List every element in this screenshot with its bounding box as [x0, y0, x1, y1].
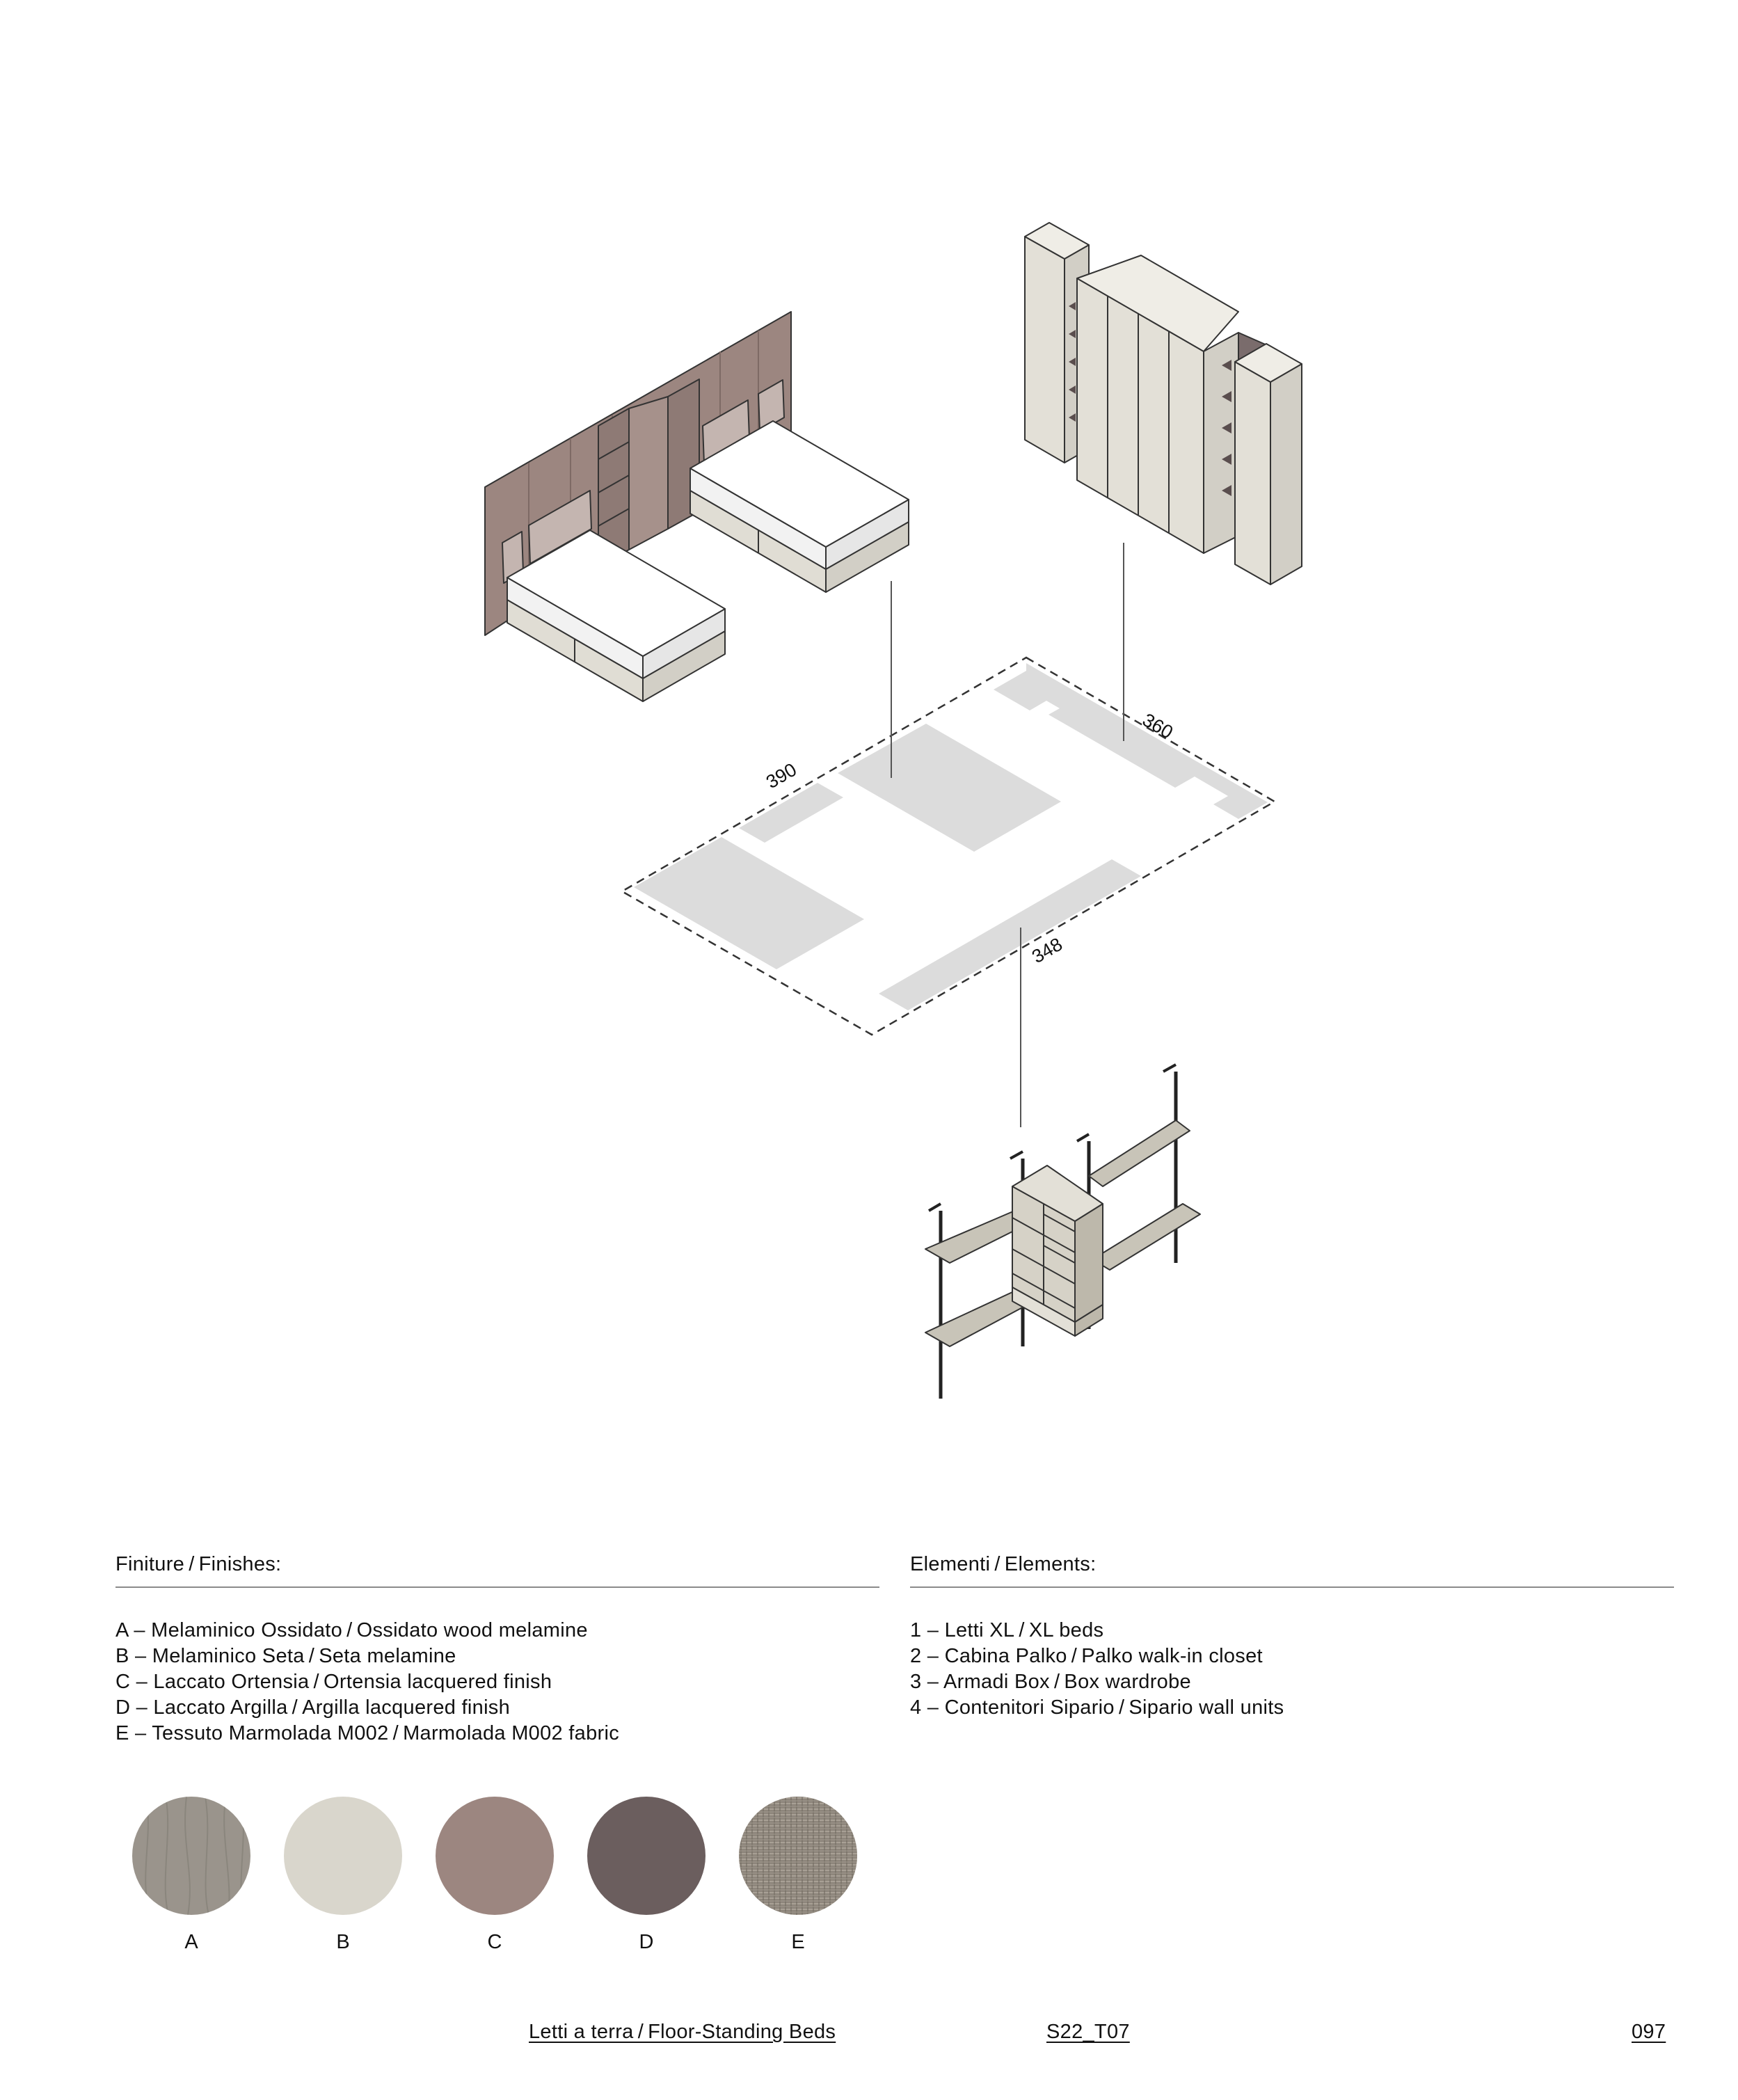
- wall-shelf: [1092, 1204, 1200, 1270]
- floor-footprint-left-bed: [634, 837, 864, 969]
- finishes-divider: [115, 1586, 879, 1588]
- element-item: 3 – Armadi Box / Box wardrobe: [910, 1671, 1191, 1693]
- beds-illustration: [485, 312, 909, 701]
- elements-divider: [910, 1586, 1674, 1588]
- swatch-label: B: [336, 1931, 350, 1953]
- floor-footprint-right-bed: [838, 724, 1061, 852]
- elements-title: Elementi / Elements:: [910, 1553, 1097, 1575]
- footer-page-number[interactable]: 097: [1632, 2021, 1666, 2043]
- wardrobe-illustration: [1025, 223, 1302, 584]
- finish-item: A – Melaminico Ossidato / Ossidato wood melamine: [115, 1619, 588, 1641]
- element-item: 2 – Cabina Palko / Palko walk-in closet: [910, 1645, 1263, 1667]
- wall-units-illustration: [925, 1065, 1200, 1399]
- finishes-title: Finiture / Finishes:: [115, 1553, 282, 1575]
- leader-lines: [891, 543, 1124, 1127]
- element-item: 4 – Contenitori Sipario / Sipario wall units: [910, 1696, 1284, 1719]
- swatch-label: D: [639, 1931, 654, 1953]
- swatch-label: A: [184, 1931, 198, 1953]
- swatch-a: [132, 1797, 250, 1915]
- swatch-b: [284, 1797, 402, 1915]
- finish-item: E – Tessuto Marmolada M002 / Marmolada M002 fabric: [115, 1722, 620, 1744]
- wardrobe-tall-unit: [1235, 362, 1270, 584]
- swatch-label: E: [791, 1931, 805, 1953]
- finish-item: C – Laccato Ortensia / Ortensia lacquered finish: [115, 1671, 552, 1693]
- swatch-d: [587, 1797, 705, 1915]
- dimension-depth-label: 360: [1139, 709, 1177, 743]
- wardrobe-tall-unit: [1025, 237, 1065, 463]
- finishes-list: [115, 1618, 619, 1747]
- dimension-side-label: 348: [1028, 933, 1067, 968]
- footer-code-link[interactable]: S22_T07: [1046, 2021, 1130, 2043]
- elements-list: [910, 1618, 1284, 1721]
- finish-item: B – Melaminico Seta / Seta melamine: [115, 1645, 456, 1667]
- swatch-label: C: [487, 1931, 502, 1953]
- swatch-c: [436, 1797, 554, 1915]
- dimension-width-label: 390: [763, 758, 801, 793]
- floor-plan: [622, 658, 1275, 1035]
- element-item: 1 – Letti XL / XL beds: [910, 1619, 1104, 1641]
- floor-footprint-nightstand: [739, 783, 843, 843]
- floor-footprint-wall-units: [879, 859, 1141, 1010]
- footer-section-link[interactable]: Letti a terra / Floor-Standing Beds: [529, 2021, 836, 2043]
- swatch-e: [739, 1797, 857, 1915]
- finish-item: D – Laccato Argilla / Argilla lacquered finish: [115, 1696, 511, 1719]
